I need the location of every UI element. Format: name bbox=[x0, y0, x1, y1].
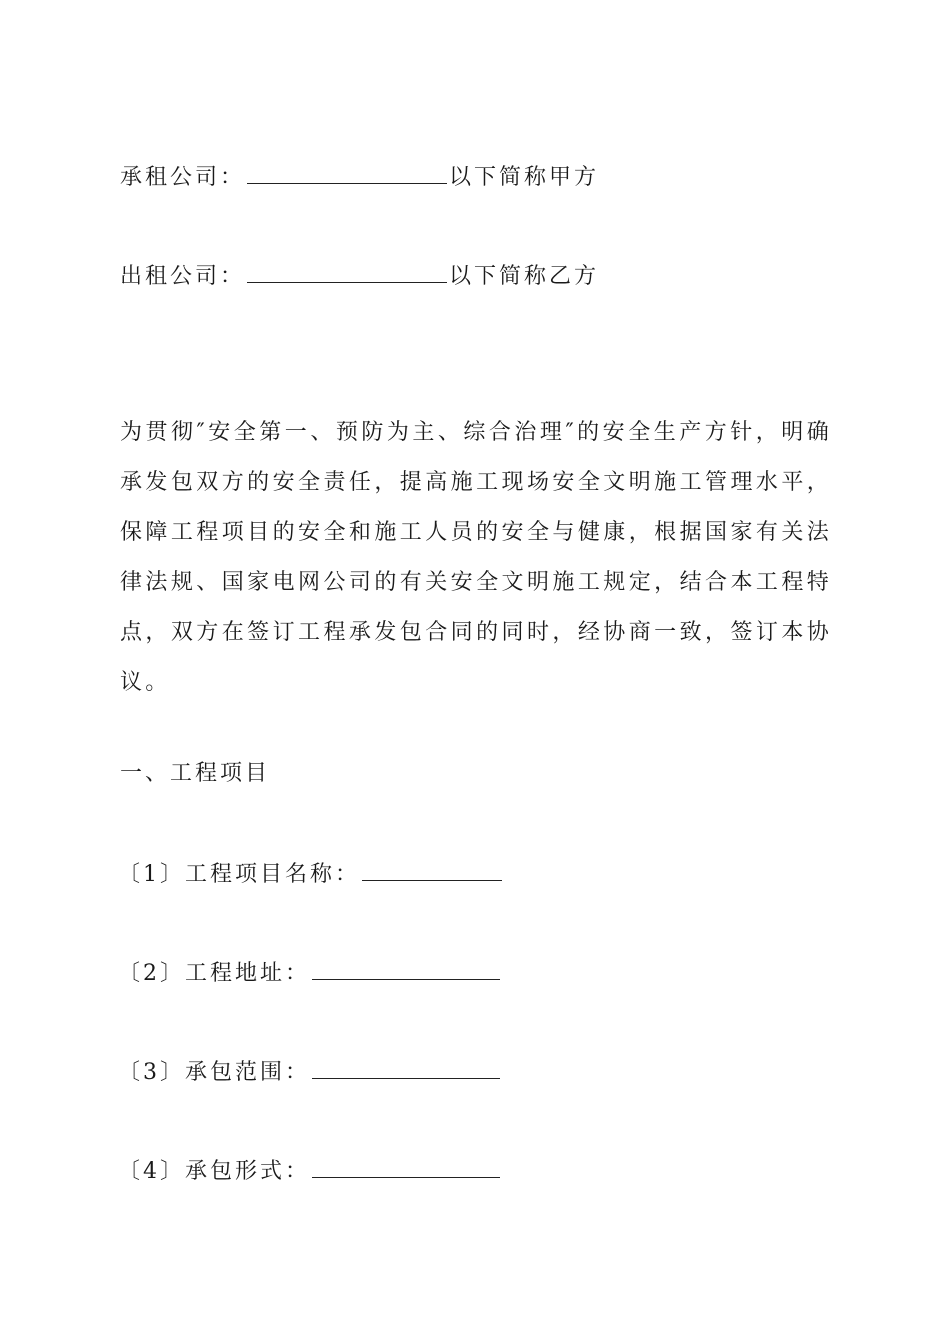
lessee-suffix: 以下简称甲方 bbox=[449, 165, 600, 190]
lessee-blank bbox=[247, 165, 447, 184]
section-heading: 一、工程项目 bbox=[120, 761, 271, 786]
contract-form-label: 〔4〕承包形式： bbox=[118, 1159, 310, 1184]
scope-line bbox=[118, 1060, 502, 1084]
project-address-blank bbox=[312, 961, 500, 980]
project-name-line bbox=[118, 862, 504, 886]
project-name-blank bbox=[362, 862, 502, 881]
contract-form-line bbox=[118, 1159, 502, 1183]
preamble-paragraph: 为贯彻″安全第一、预防为主、综合治理″的安全生产方针，明确承发包双方的安全责任，提高施工现场安全文明施工管理水平，保障工程项目的安全和施工人员的安全与健康，根据国家有关法律法规、国家电网公司的有关安全文明施工规定，结合本工程特点，双方在签订工程承发包合同的同时，经协商一致，签订本协议。 bbox=[120, 420, 832, 695]
lessor-line bbox=[120, 264, 599, 288]
contract-form-blank bbox=[312, 1159, 500, 1178]
project-name-label: 〔1〕工程项目名称： bbox=[118, 862, 360, 887]
lessee-label: 承租公司： bbox=[120, 165, 246, 190]
scope-label: 〔3〕承包范围： bbox=[118, 1060, 310, 1085]
lessee-line bbox=[120, 165, 599, 189]
lessor-label: 出租公司： bbox=[120, 264, 246, 289]
scope-blank bbox=[312, 1060, 500, 1079]
lessor-blank bbox=[247, 264, 447, 283]
project-address-label: 〔2〕工程地址： bbox=[118, 961, 310, 986]
project-address-line bbox=[118, 961, 502, 985]
lessor-suffix: 以下简称乙方 bbox=[449, 264, 600, 289]
